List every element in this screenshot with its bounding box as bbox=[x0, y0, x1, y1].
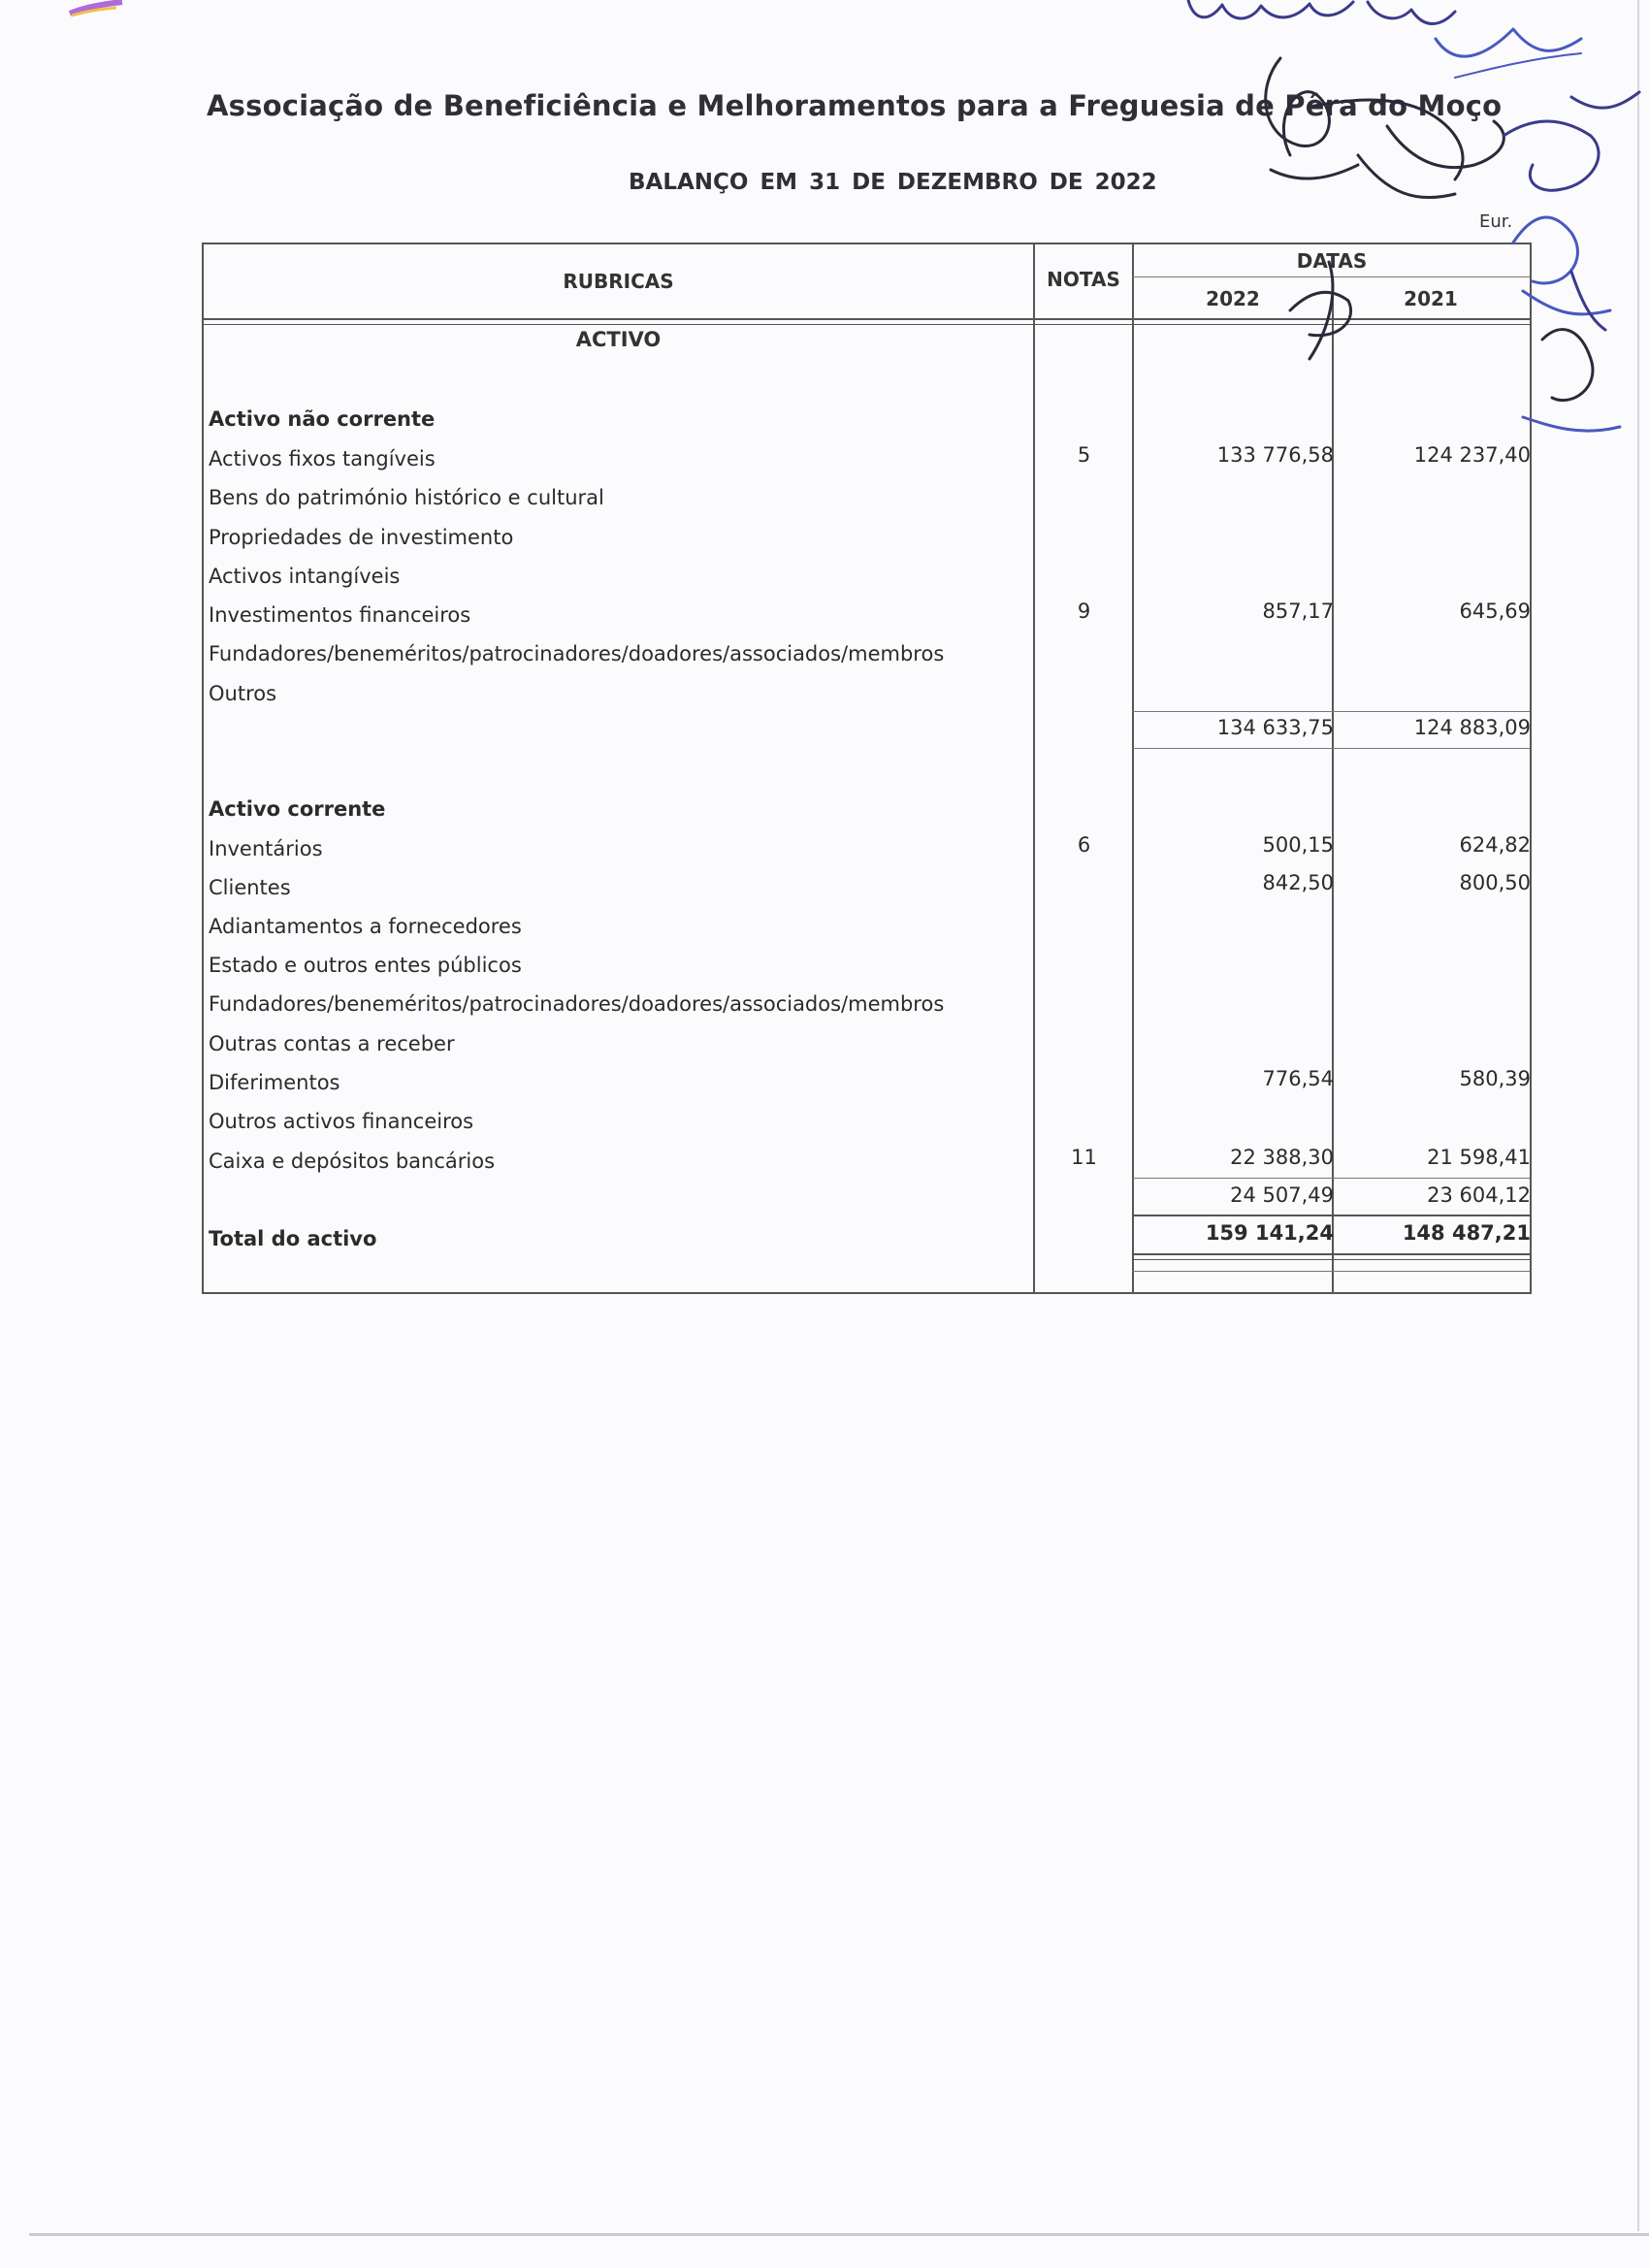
total-rule-bottom bbox=[1132, 1253, 1530, 1260]
col-divider-datas bbox=[1132, 244, 1134, 1292]
header-datas: DATAS bbox=[1296, 249, 1368, 273]
row-label: Outros activos financeiros bbox=[209, 1110, 474, 1133]
total-label: Total do activo bbox=[209, 1227, 377, 1250]
subtotal-rule-bottom bbox=[1132, 748, 1530, 749]
row-label: Estado e outros entes públicos bbox=[209, 954, 522, 977]
heading-activo-nao-corrente: Activo não corrente bbox=[209, 407, 436, 431]
header-year-2021: 2021 bbox=[1404, 287, 1458, 310]
row-value-2022: 776,54 bbox=[1262, 1067, 1334, 1090]
total-2021: 148 487,21 bbox=[1402, 1221, 1531, 1245]
corner-highlight-mark bbox=[68, 0, 124, 17]
subtotal-2021: 124 883,09 bbox=[1413, 716, 1531, 739]
row-value-2022: 500,15 bbox=[1262, 833, 1334, 857]
subtotal-2021: 23 604,12 bbox=[1427, 1183, 1531, 1207]
subtotal-2022: 24 507,49 bbox=[1230, 1183, 1334, 1207]
row-note: 5 bbox=[1077, 443, 1091, 467]
row-value-2022: 22 388,30 bbox=[1230, 1146, 1334, 1169]
section-activo: ACTIVO bbox=[575, 328, 662, 351]
page-edge-right bbox=[1637, 0, 1639, 2231]
row-label: Inventários bbox=[209, 837, 323, 860]
col-divider-years bbox=[1332, 278, 1334, 1292]
header-rule bbox=[204, 318, 1530, 325]
row-note: 11 bbox=[1071, 1146, 1097, 1169]
row-value-2021: 21 598,41 bbox=[1427, 1146, 1531, 1169]
row-label: Caixa e depósitos bancários bbox=[209, 1150, 496, 1173]
datas-rule bbox=[1132, 276, 1530, 277]
row-value-2021: 580,39 bbox=[1459, 1067, 1531, 1090]
row-label: Investimentos financeiros bbox=[209, 603, 471, 627]
row-note: 6 bbox=[1077, 833, 1091, 857]
row-label: Activos fixos tangíveis bbox=[209, 447, 436, 470]
organization-title: Associação de Beneficiência e Melhoramentos para a Freguesia de Pêra do Moço bbox=[207, 89, 1503, 122]
subtotal-2022: 134 633,75 bbox=[1216, 716, 1334, 739]
header-year-2022: 2022 bbox=[1206, 287, 1260, 310]
row-value-2022: 842,50 bbox=[1262, 871, 1334, 894]
row-label: Fundadores/beneméritos/patrocinadores/doadores/associados/membros bbox=[209, 992, 945, 1016]
row-label: Clientes bbox=[209, 876, 291, 899]
row-value-2021: 124 237,40 bbox=[1413, 443, 1531, 467]
row-label: Fundadores/beneméritos/patrocinadores/doadores/associados/membros bbox=[209, 642, 945, 665]
row-label: Outros bbox=[209, 682, 277, 705]
col-divider-notas bbox=[1033, 244, 1035, 1292]
row-value-2022: 857,17 bbox=[1262, 599, 1334, 623]
balance-sheet-table bbox=[202, 243, 1532, 1294]
row-label: Adiantamentos a fornecedores bbox=[209, 915, 522, 938]
subtotal-rule-top bbox=[1132, 711, 1530, 712]
row-label: Propriedades de investimento bbox=[209, 526, 514, 549]
total-rule-top bbox=[1132, 1215, 1530, 1216]
row-label: Bens do património histórico e cultural bbox=[209, 486, 604, 509]
row-label: Outras contas a receber bbox=[209, 1032, 455, 1055]
total-2022: 159 141,24 bbox=[1205, 1221, 1334, 1245]
page-edge bbox=[29, 2233, 1649, 2236]
heading-activo-corrente: Activo corrente bbox=[209, 797, 386, 821]
row-note: 9 bbox=[1077, 599, 1091, 623]
header-notas: NOTAS bbox=[1047, 268, 1120, 291]
currency-label: Eur. bbox=[1479, 211, 1513, 232]
row-value-2022: 133 776,58 bbox=[1216, 443, 1334, 467]
row-value-2021: 645,69 bbox=[1459, 599, 1531, 623]
row-value-2021: 624,82 bbox=[1459, 833, 1531, 857]
row-label: Activos intangíveis bbox=[209, 565, 401, 588]
header-rubricas: RUBRICAS bbox=[563, 270, 674, 293]
row-value-2021: 800,50 bbox=[1459, 871, 1531, 894]
subtotal-rule-top bbox=[1132, 1178, 1530, 1179]
table-bottom-inner-rule bbox=[1132, 1271, 1530, 1272]
document-title: BALANÇO EM 31 DE DEZEMBRO DE 2022 bbox=[629, 170, 1157, 195]
row-label: Diferimentos bbox=[209, 1071, 340, 1094]
